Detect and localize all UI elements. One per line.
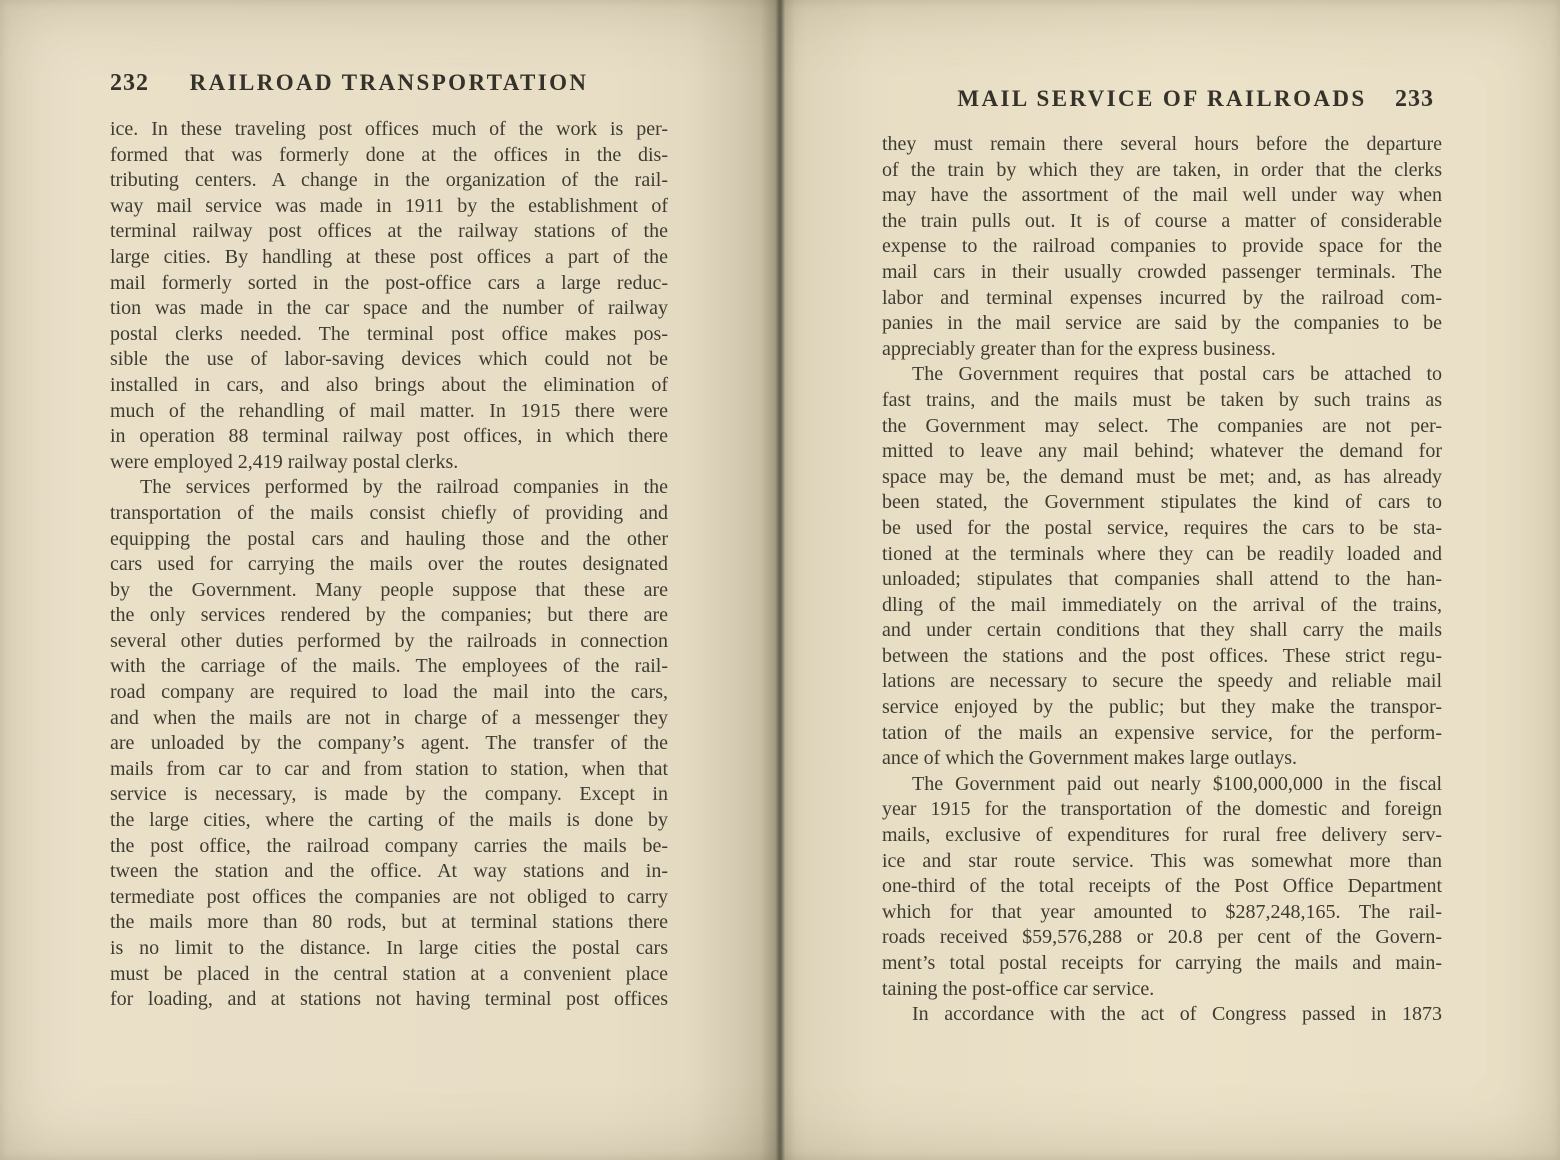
text-line: ance of which the Government makes large outlays. xyxy=(882,747,1298,770)
text-line: the Government may select. The companies are not per- xyxy=(882,414,1442,437)
text-line: the train pulls out. It is of course a matter of considerable xyxy=(882,209,1442,232)
text-line: The Government requires that postal cars be attached to xyxy=(912,363,1442,386)
text-line: postal clerks needed. The terminal post office makes pos- xyxy=(110,322,668,345)
text-line: tation of the mails an expensive service, for the perform- xyxy=(882,721,1442,744)
text-line: space may be, the demand must be met; and, as has already xyxy=(882,465,1442,488)
paragraph xyxy=(882,772,1442,1002)
text-line: tion was made in the car space and the number of railway xyxy=(110,297,668,320)
text-line: for loading, and at stations not having terminal post offices xyxy=(110,988,668,1011)
text-line: mitted to leave any mail behind; whatever the demand for xyxy=(882,440,1442,463)
text-line: be used for the postal service, requires the cars to be sta- xyxy=(882,516,1442,539)
text-line: much of the rehandling of mail matter. In 1915 there were xyxy=(110,399,668,422)
text-line: they must remain there several hours before the departure xyxy=(882,133,1442,155)
text-line: road company are required to load the mail into the cars, xyxy=(110,681,668,704)
text-line: are unloaded by the company’s agent. The transfer of the xyxy=(110,732,668,755)
text-line: service enjoyed by the public; but they make the transpor- xyxy=(882,696,1442,719)
text-line: several other duties performed by the railroads in connection xyxy=(110,629,668,652)
text-line: appreciably greater than for the express business. xyxy=(882,337,1276,360)
text-line: roads received $59,576,288 or 20.8 per cent of the Govern- xyxy=(882,926,1442,949)
page-body-left xyxy=(110,117,668,1013)
text-line: mails, exclusive of expenditures for rural free delivery serv- xyxy=(882,824,1442,847)
text-line: transportation of the mails consist chiefly of providing and xyxy=(110,501,668,524)
page-number-left: 232 xyxy=(110,70,149,96)
text-line: tioned at the terminals where they can be readily loaded and xyxy=(882,542,1442,565)
text-line: lations are necessary to secure the speedy and reliable mail xyxy=(882,670,1442,693)
text-line: must be placed in the central station at a convenient place xyxy=(110,962,668,985)
text-line: installed in cars, and also brings about the elimination of xyxy=(110,373,668,396)
text-line: mail cars in their usually crowded passenger terminals. The xyxy=(882,260,1442,283)
text-line: large cities. By handling at these post offices a part of the xyxy=(110,245,668,268)
text-line: by the Government. Many people suppose that these are xyxy=(110,578,668,601)
page-right xyxy=(779,0,1560,1160)
text-line: expense to the railroad companies to provide space for the xyxy=(882,235,1442,258)
text-line: tween the station and the office. At way stations and in- xyxy=(110,860,668,883)
text-line: ice and star route service. This was somewhat more than xyxy=(882,849,1442,872)
text-line: labor and terminal expenses incurred by the railroad com- xyxy=(882,286,1442,309)
text-line: mails from car to car and from station to station, when that xyxy=(110,757,668,780)
text-line: equipping the postal cars and hauling those and the other xyxy=(110,527,668,550)
running-title-right: MAIL SERVICE OF RAILROADS xyxy=(957,86,1367,111)
page-number-right: 233 xyxy=(1395,86,1434,112)
text-line: panies in the mail service are said by the companies to be xyxy=(882,312,1442,335)
text-line: service is necessary, is made by the company. Except in xyxy=(110,783,668,806)
text-line: In accordance with the act of Congress passed in 1873 xyxy=(912,1003,1442,1026)
paragraph xyxy=(882,132,1442,362)
text-line: the mails more than 80 rods, but at terminal stations there xyxy=(110,911,668,934)
page-left xyxy=(0,0,779,1160)
text-line: the only services rendered by the companies; but there are xyxy=(110,604,668,627)
text-line: and under certain conditions that they shall carry the mails xyxy=(882,619,1442,642)
text-line: between the stations and the post offices. These strict regu- xyxy=(882,644,1442,667)
text-line: ice. In these traveling post offices much of the work is per- xyxy=(110,118,668,140)
text-line: termediate post offices the companies are not obliged to carry xyxy=(110,885,668,908)
text-line: tributing centers. A change in the organization of the rail- xyxy=(110,169,668,192)
text-line: may have the assortment of the mail well under way when xyxy=(882,184,1442,207)
text-line: the post office, the railroad company carries the mails be- xyxy=(110,834,668,857)
paragraph xyxy=(110,117,668,475)
text-line: been stated, the Government stipulates the kind of cars to xyxy=(882,491,1442,514)
text-line: dling of the mail immediately on the arrival of the trains, xyxy=(882,593,1442,616)
text-line: of the train by which they are taken, in order that the clerks xyxy=(882,158,1442,181)
text-line: year 1915 for the transportation of the domestic and foreign xyxy=(882,798,1442,821)
page-body-right xyxy=(882,132,1442,1028)
paragraph xyxy=(882,1002,1442,1028)
text-line: mail formerly sorted in the post-office cars a large reduc- xyxy=(110,271,668,294)
text-line: is no limit to the distance. In large cities the postal cars xyxy=(110,937,668,959)
paragraph xyxy=(110,475,668,1012)
text-line: The Government paid out nearly $100,000,000 in the fiscal xyxy=(912,772,1442,795)
text-line: cars used for carrying the mails over the routes designated xyxy=(110,553,668,576)
text-line: were employed 2,419 railway postal clerks. xyxy=(110,450,459,473)
text-line: with the carriage of the mails. The employees of the rail- xyxy=(110,655,668,678)
paragraph xyxy=(882,362,1442,772)
text-line: ment’s total postal receipts for carrying the mails and main- xyxy=(882,952,1442,974)
text-line: unloaded; stipulates that companies shall attend to the han- xyxy=(882,568,1442,591)
text-line: one-third of the total receipts of the Post Office Department xyxy=(882,875,1442,898)
text-line: sible the use of labor-saving devices which could not be xyxy=(110,348,668,371)
text-line: in operation 88 terminal railway post offices, in which there xyxy=(110,425,668,448)
text-line: fast trains, and the mails must be taken by such trains as xyxy=(882,388,1442,411)
text-line: taining the post-office car service. xyxy=(882,977,1155,1000)
text-line: which for that year amounted to $287,248,165. The rail- xyxy=(882,900,1442,923)
text-line: formed that was formerly done at the offices in the dis- xyxy=(110,143,668,166)
text-line: The services performed by the railroad companies in the xyxy=(140,476,668,499)
text-line: terminal railway post offices at the railway stations of the xyxy=(110,220,668,243)
text-line: way mail service was made in 1911 by the establishment of xyxy=(110,194,668,217)
running-title-left: RAILROAD TRANSPORTATION xyxy=(189,70,589,95)
text-line: the large cities, where the carting of the mails is done by xyxy=(110,809,668,832)
text-line: and when the mails are not in charge of a messenger they xyxy=(110,706,668,729)
